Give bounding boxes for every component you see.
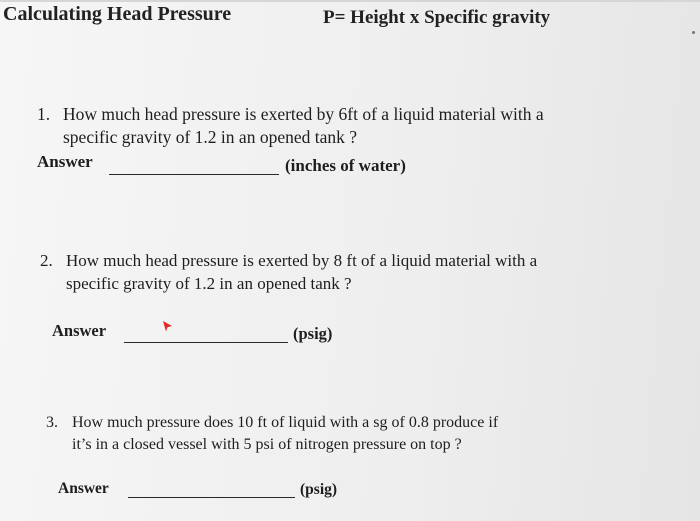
question-line: How much head pressure is exerted by 6ft of a liquid material with a bbox=[63, 104, 544, 124]
question-2 bbox=[40, 250, 660, 294]
question-line: How much pressure does 10 ft of liquid with a sg of 0.8 produce if bbox=[72, 414, 499, 431]
question-line: specific gravity of 1.2 in an opened tank ? bbox=[63, 127, 357, 147]
answer-blank-2[interactable] bbox=[124, 342, 288, 343]
answer-label: Answer bbox=[58, 480, 109, 497]
answer-unit: (inches of water) bbox=[285, 156, 406, 175]
answer-unit: (psig) bbox=[293, 324, 333, 343]
question-1 bbox=[37, 104, 657, 148]
answer-unit: (psig) bbox=[300, 481, 338, 498]
question-number: 3. bbox=[46, 414, 58, 431]
question-line: it’s in a closed vessel with 5 psi of nitrogen pressure on top ? bbox=[72, 436, 462, 453]
answer-blank-3[interactable] bbox=[128, 497, 295, 498]
question-3 bbox=[46, 412, 666, 456]
question-line: How much head pressure is exerted by 8 ft of a liquid material with a bbox=[66, 251, 538, 270]
formula-text: P= Height x Specific gravity bbox=[323, 7, 551, 28]
arrow-cursor-icon bbox=[160, 319, 174, 333]
question-number: 2. bbox=[40, 251, 53, 270]
page-top-edge bbox=[0, 0, 700, 2]
answer-blank-1[interactable] bbox=[109, 174, 279, 175]
question-number: 1. bbox=[37, 104, 51, 124]
answer-label: Answer bbox=[37, 152, 93, 171]
stray-mark bbox=[692, 31, 695, 34]
answer-label: Answer bbox=[52, 321, 107, 340]
page-title: Calculating Head Pressure bbox=[3, 3, 232, 25]
question-line: specific gravity of 1.2 in an opened tank ? bbox=[66, 274, 352, 293]
